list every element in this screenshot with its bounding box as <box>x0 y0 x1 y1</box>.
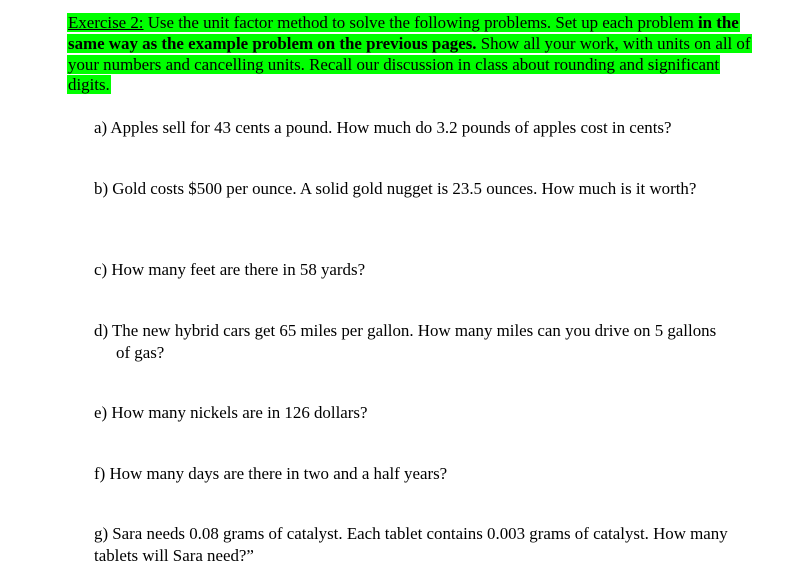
problem-g <box>94 523 734 567</box>
problem-b-text: b) Gold costs $500 per ounce. A solid gold nugget is 23.5 ounces. How much is it worth? <box>94 179 697 198</box>
problem-b <box>94 178 734 200</box>
problem-f-text: f) How many days are there in two and a half years? <box>94 464 448 483</box>
instructions-bold: in the same way as the example problem on the previous pages. <box>68 13 739 53</box>
problem-g-text: g) Sara needs 0.08 grams of catalyst. Each tablet contains 0.003 grams of catalyst. How many tablets will Sara need?” <box>94 524 728 565</box>
exercise-heading: Exercise 2: <box>68 13 144 32</box>
exercise-instructions <box>67 13 757 96</box>
problem-a <box>94 117 734 139</box>
problem-e-text: e) How many nickels are in 126 dollars? <box>94 403 368 422</box>
problem-f <box>94 463 734 485</box>
problem-d-text: d) The new hybrid cars get 65 miles per gallon. How many miles can you drive on 5 gallons of gas? <box>94 321 717 362</box>
problem-c-text: c) How many feet are there in 58 yards? <box>94 260 366 279</box>
instructions-text-2: Show all your work, with units on all of your numbers and cancelling units. Recall our discussion in class about rounding and significant digits. <box>68 33 751 95</box>
problem-c <box>94 259 734 281</box>
instructions-text-1: Use the unit factor method to solve the following problems. Set up each problem <box>143 13 698 32</box>
problem-a-text: a) Apples sell for 43 cents a pound. How much do 3.2 pounds of apples cost in cents? <box>94 118 672 137</box>
highlighted-instructions <box>67 13 752 94</box>
problem-e <box>94 402 734 424</box>
problem-d <box>94 320 734 364</box>
